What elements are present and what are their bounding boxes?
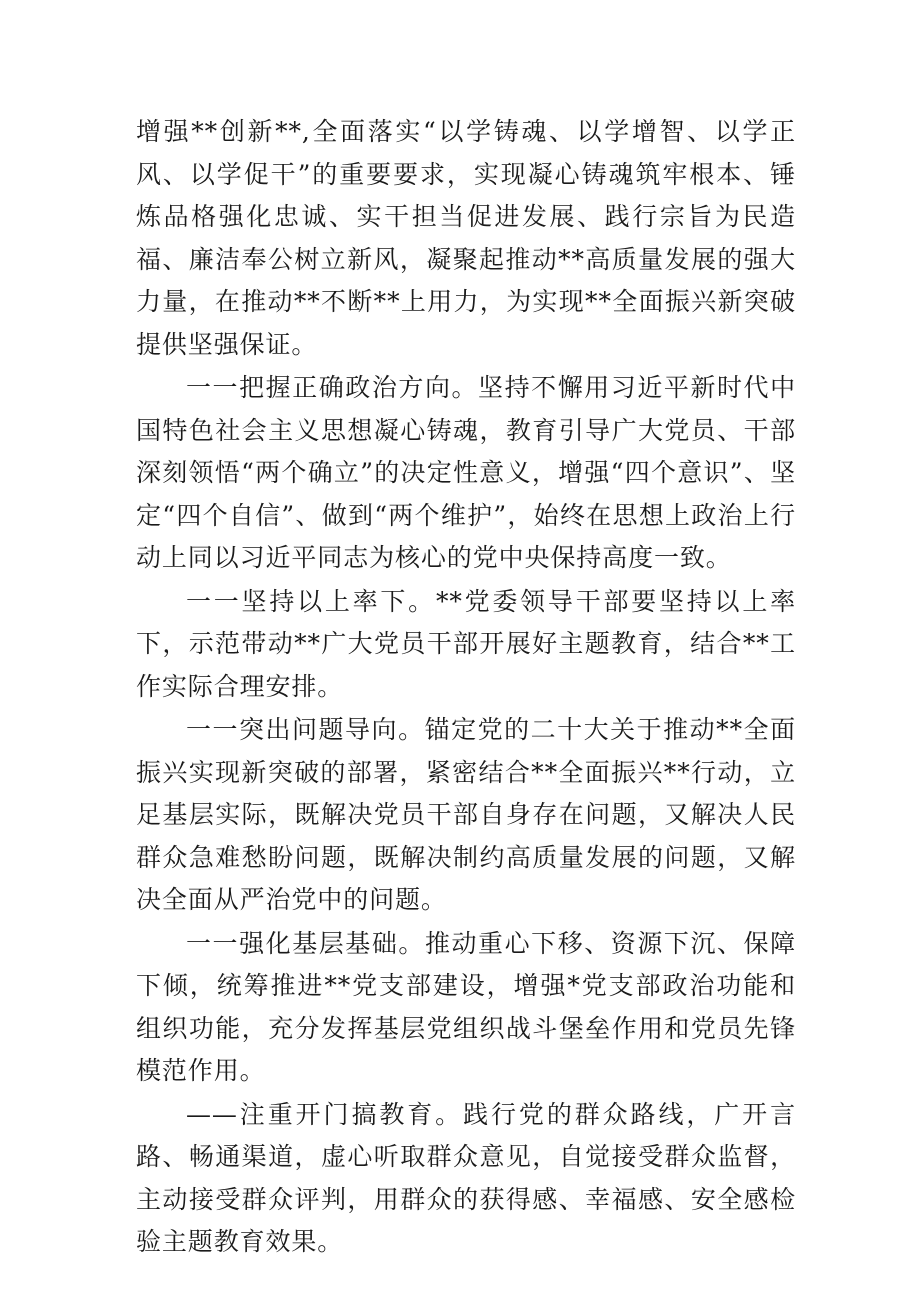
document-body [136,111,796,1264]
paragraph-open-education: ——注重开门搞教育。践行党的群众路线，广开言路、畅通渠道，虚心听取群众意见，自觉接受群众监督，主动接受群众评判，用群众的获得感、幸福感、安全感检验主题教育效果。 [136,1099,796,1256]
paragraph-continuation: 增强**创新**,全面落实“以学铸魂、以学增智、以学正风、以学促干”的重要要求，实现凝心铸魂筑牢根本、锤炼品格强化忠诚、实干担当促进发展、践行宗旨为民造福、廉洁奉公树立新风，凝聚起推动**高质量发展的强大力量，在推动**不断**上用力，为实现**全面振兴新突破提供坚强保证。 [136,117,796,359]
paragraph-grassroots-foundation: 一一强化基层基础。推动重心下移、资源下沉、保障下倾，统筹推进**党支部建设，增强*党支部政治功能和组织功能，充分发挥基层党组织战斗堡垒作用和党员先锋模范作用。 [136,928,796,1085]
paragraph-political-direction: 一一把握正确政治方向。坚持不懈用习近平新时代中国特色社会主义思想凝心铸魂，教育引导广大党员、干部深刻领悟“两个确立”的决定性意义，增强“四个意识”、坚定“四个自信”、做到“两个维护”，始终在思想上政治上行动上同以习近平同志为核心的党中央保持高度一致。 [136,373,796,572]
paragraph-lead-by-example: 一一坚持以上率下。**党委领导干部要坚持以上率下，示范带动**广大党员干部开展好主题教育，结合**工作实际合理安排。 [136,586,796,701]
paragraph-problem-orientation: 一一突出问题导向。锚定党的二十大关于推动**全面振兴实现新突破的部署，紧密结合**全面振兴**行动，立足基层实际，既解决党员干部自身存在问题，又解决人民群众急难愁盼问题，既解决制约高质量发展的问题，又解决全面从严治党中的问题。 [136,715,796,914]
